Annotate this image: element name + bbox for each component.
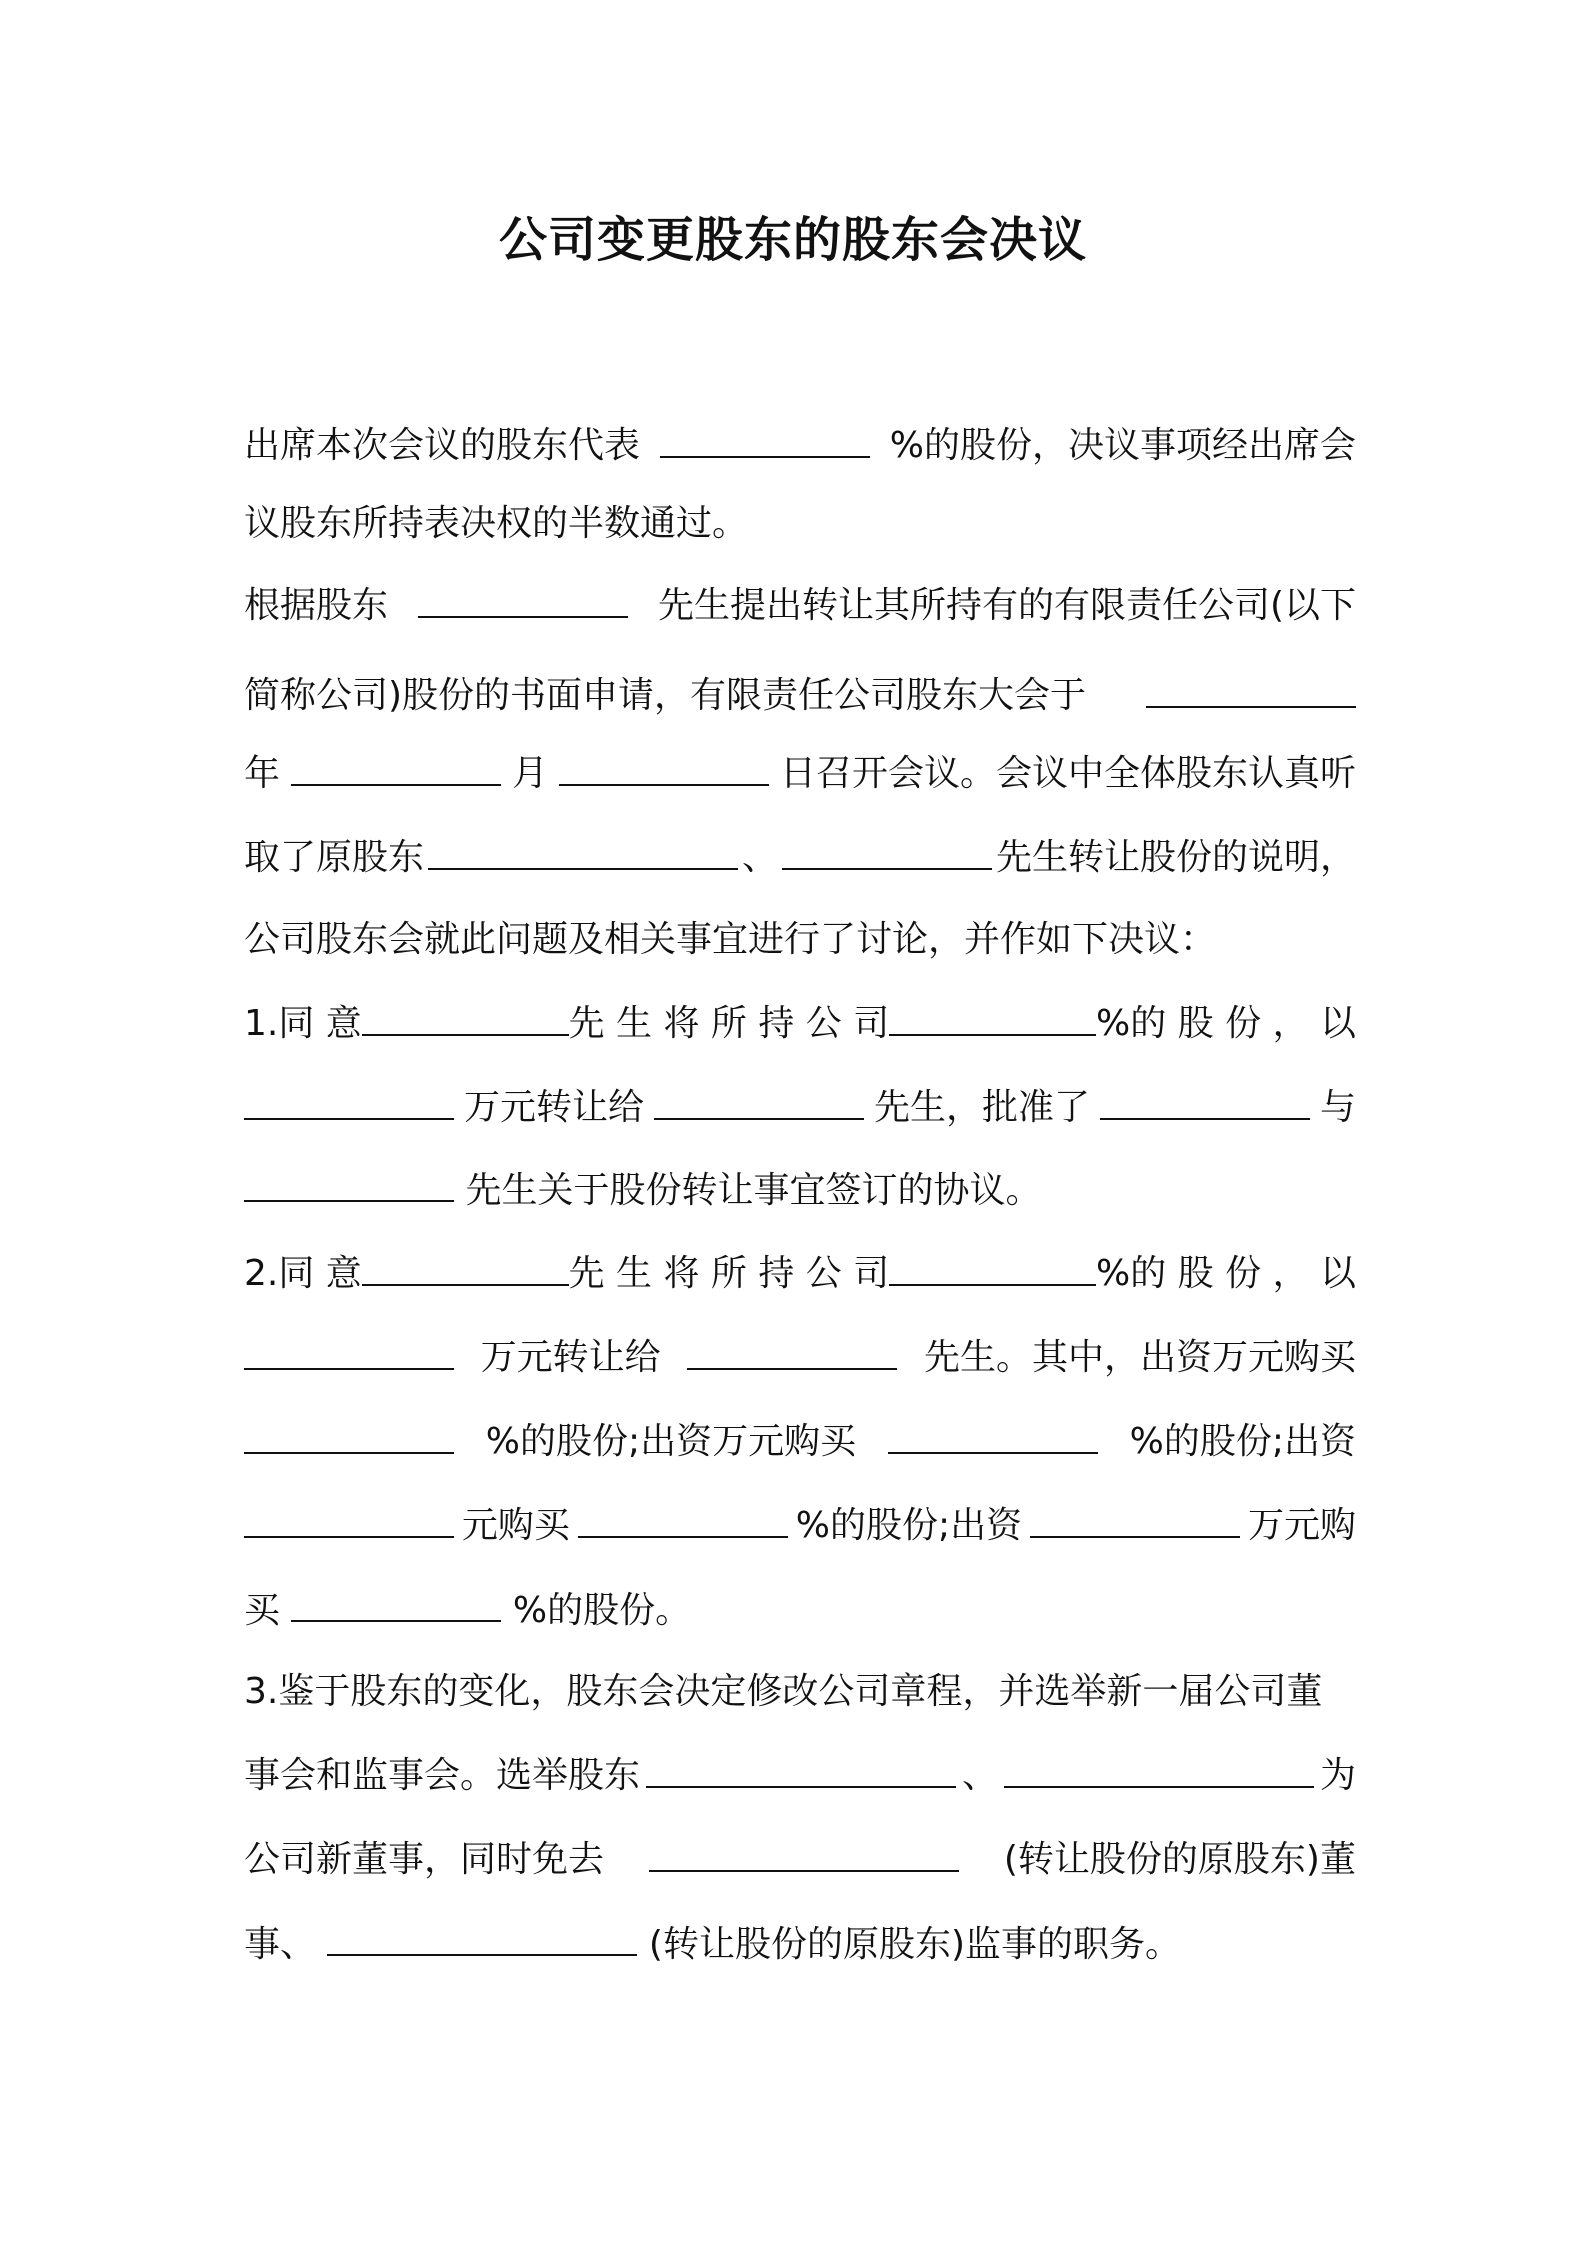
- paragraph-line: [244, 1164, 1356, 1217]
- paragraph-line: [244, 832, 1356, 884]
- fill-blank[interactable]: [244, 1082, 454, 1120]
- text-run: 与: [1319, 1087, 1356, 1128]
- paragraph-line: [244, 1750, 1356, 1802]
- text-run: %的股份。: [512, 1590, 692, 1631]
- fill-blank[interactable]: [244, 1332, 454, 1370]
- text-run: (转让股份的原股东)监事的职务。: [648, 1924, 1182, 1965]
- text-run: 日召开会议。会议中全体股东认真听: [779, 753, 1356, 794]
- text-run: 为: [1319, 1755, 1356, 1796]
- text-run: 万元购: [1247, 1505, 1356, 1546]
- text-run: 出席本次会议的股东代表: [244, 425, 641, 466]
- text-run: 2.同 意: [244, 1253, 362, 1294]
- text-run: 年: [244, 753, 281, 794]
- fill-blank[interactable]: [888, 1416, 1098, 1454]
- paragraph-line: [244, 1248, 1356, 1300]
- fill-blank[interactable]: [362, 998, 569, 1036]
- text-run: 万元转让给: [480, 1337, 661, 1378]
- text-run: 3.鉴于股东的变化，股东会决定修改公司章程，并选举新一届公司董: [244, 1671, 1323, 1712]
- fill-blank[interactable]: [1004, 1750, 1314, 1788]
- paragraph-line: [244, 914, 1356, 966]
- text-run: 取了原股东: [244, 837, 425, 878]
- paragraph-line: [244, 420, 1356, 472]
- fill-blank[interactable]: [1146, 670, 1356, 708]
- fill-blank[interactable]: [687, 1332, 897, 1370]
- paragraph-line: [244, 1332, 1356, 1384]
- fill-blank[interactable]: [362, 1248, 569, 1286]
- document-title: 公司变更股东的股东会决议: [498, 212, 1087, 268]
- text-run: %的股份;出资万元购买: [485, 1421, 857, 1462]
- fill-blank[interactable]: [418, 580, 628, 618]
- text-run: 月: [511, 753, 548, 794]
- text-run: 万元转让给: [463, 1087, 644, 1128]
- fill-blank[interactable]: [654, 1082, 864, 1120]
- text-run: %的 股 份 ， 以: [1096, 1253, 1356, 1294]
- fill-blank[interactable]: [244, 1164, 454, 1202]
- text-run: 公司新董事，同时免去: [244, 1839, 605, 1880]
- text-run: 、: [741, 837, 778, 878]
- text-run: 元购买: [461, 1505, 570, 1546]
- text-run: 事会和监事会。选举股东: [244, 1755, 641, 1796]
- fill-blank[interactable]: [291, 748, 501, 786]
- fill-blank[interactable]: [244, 1500, 454, 1538]
- text-run: %的股份，决议事项经出席会: [889, 425, 1356, 466]
- text-run: 、: [961, 1755, 998, 1796]
- paragraph-line: [244, 498, 1356, 550]
- text-run: 先生提出转让其所持有的有限责任公司(以下: [657, 585, 1356, 626]
- paragraph-line: [244, 1500, 1356, 1552]
- fill-blank[interactable]: [428, 832, 738, 870]
- text-run: %的股份;出资: [1129, 1421, 1356, 1462]
- fill-blank[interactable]: [578, 1500, 788, 1538]
- text-run: 先生。其中，出资万元购买: [923, 1337, 1356, 1378]
- text-run: 先生转让股份的说明，: [995, 837, 1356, 878]
- fill-blank[interactable]: [291, 1584, 501, 1622]
- text-run: 买: [244, 1590, 281, 1631]
- fill-blank[interactable]: [889, 998, 1096, 1036]
- paragraph-line: [244, 1918, 1356, 1971]
- text-run: 议股东所持表决权的半数通过。: [244, 503, 749, 544]
- paragraph-line: [244, 1584, 1356, 1637]
- text-run: (转让股份的原股东)董: [1003, 1839, 1356, 1880]
- fill-blank[interactable]: [1030, 1500, 1240, 1538]
- fill-blank[interactable]: [660, 420, 870, 458]
- text-run: 先 生 将 所 持 公 司: [568, 1253, 890, 1294]
- paragraph-line: [244, 1834, 1356, 1886]
- text-run: 简称公司)股份的书面申请，有限责任公司股东大会于: [244, 675, 1087, 716]
- fill-blank[interactable]: [889, 1248, 1096, 1286]
- paragraph-line: [244, 670, 1356, 722]
- text-run: 先 生 将 所 持 公 司: [568, 1003, 890, 1044]
- text-run: 先生，批准了: [873, 1087, 1090, 1128]
- text-run: 1.同 意: [244, 1003, 362, 1044]
- text-run: %的 股 份 ， 以: [1096, 1003, 1356, 1044]
- text-run: 先生关于股份转让事宜签订的协议。: [465, 1170, 1042, 1211]
- paragraph-line: [244, 1666, 1356, 1718]
- fill-blank[interactable]: [327, 1918, 637, 1956]
- fill-blank[interactable]: [782, 832, 992, 870]
- fill-blank[interactable]: [559, 748, 769, 786]
- paragraph-line: [244, 748, 1356, 800]
- text-run: %的股份;出资: [795, 1505, 1023, 1546]
- paragraph-line: [244, 580, 1356, 632]
- paragraph-line: [244, 1416, 1356, 1468]
- paragraph-line: [244, 998, 1356, 1050]
- text-run: 公司股东会就此问题及相关事宜进行了讨论，并作如下决议：: [244, 919, 1217, 960]
- fill-blank[interactable]: [646, 1750, 956, 1788]
- fill-blank[interactable]: [649, 1834, 959, 1872]
- text-run: 根据股东: [244, 585, 389, 626]
- fill-blank[interactable]: [244, 1416, 454, 1454]
- fill-blank[interactable]: [1100, 1082, 1310, 1120]
- text-run: 事、: [244, 1924, 317, 1965]
- paragraph-line: [244, 1082, 1356, 1134]
